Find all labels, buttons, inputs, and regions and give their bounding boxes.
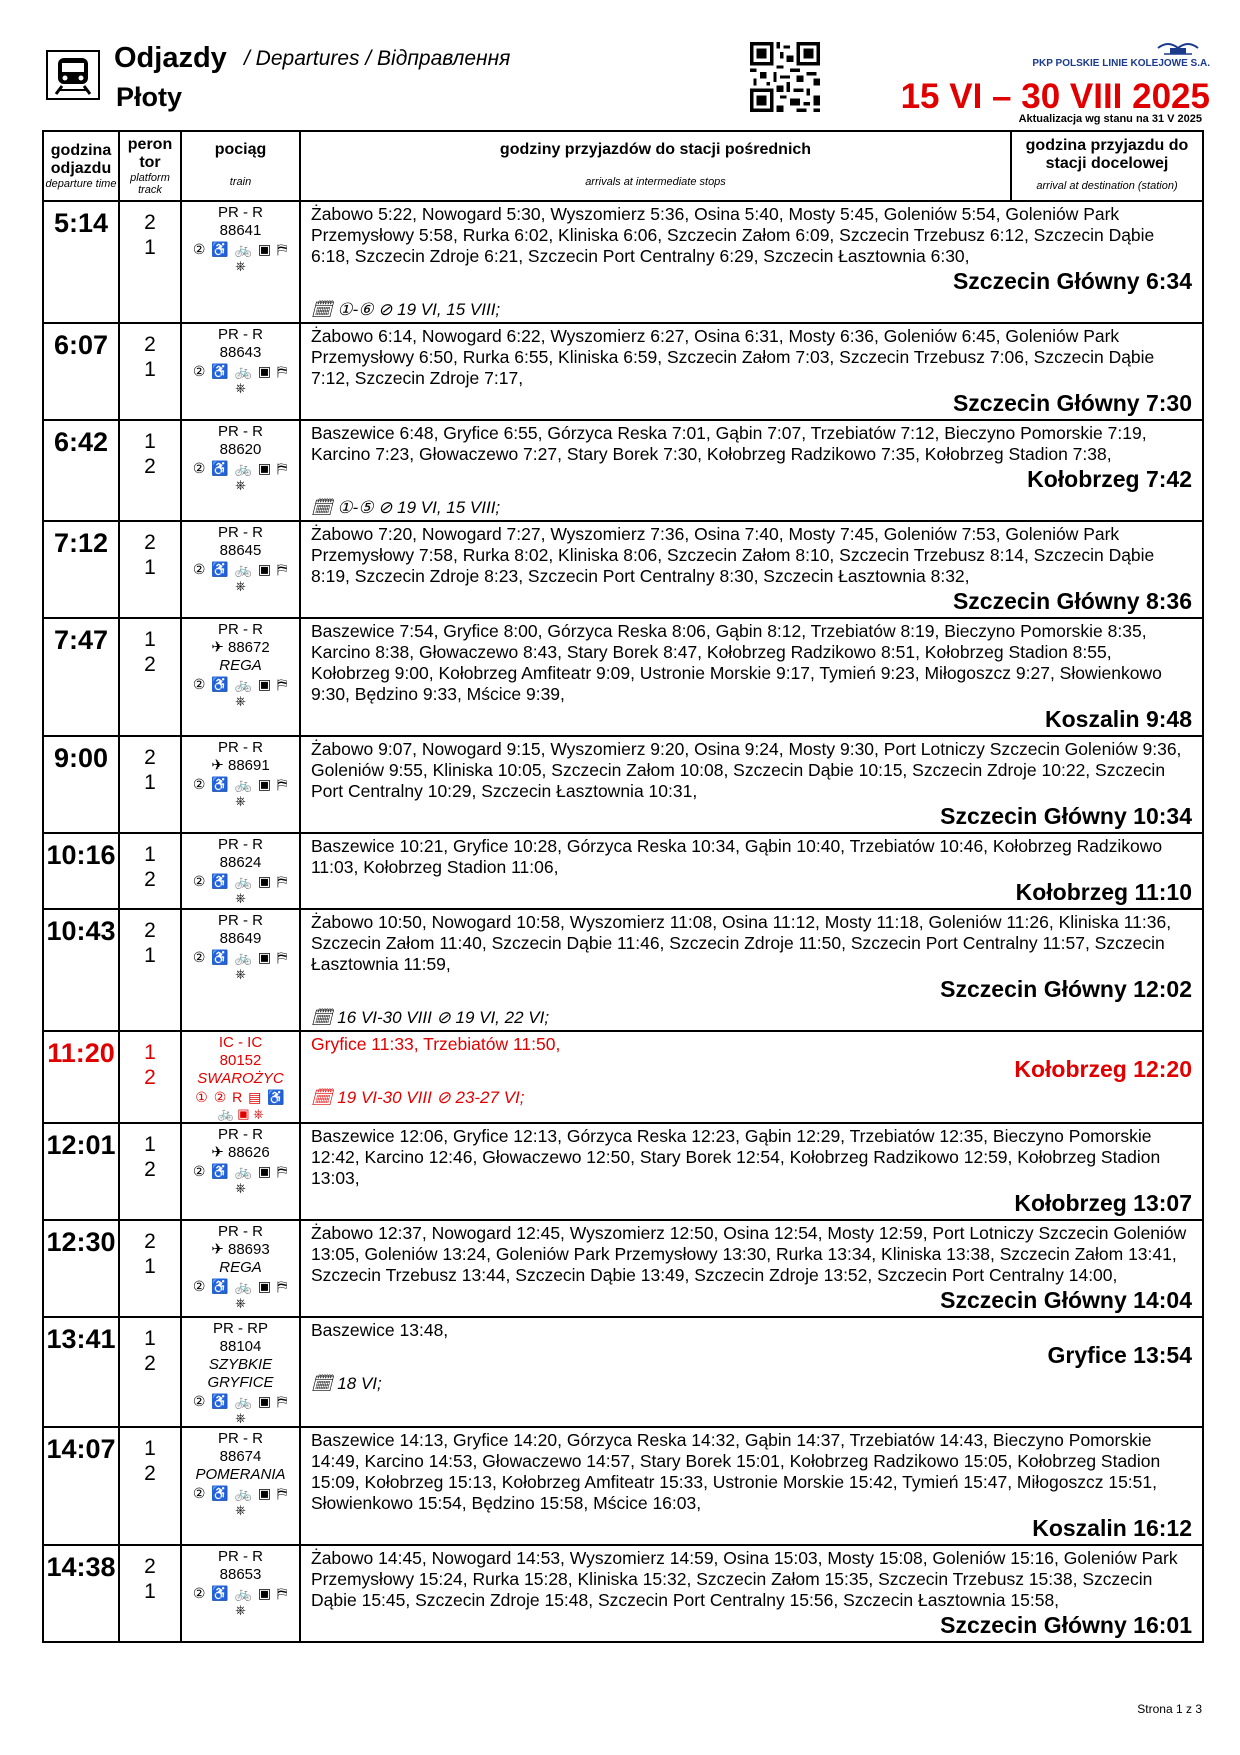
page-subtitle: / Departures / Відправлення <box>244 47 511 70</box>
platform-cell <box>119 323 181 420</box>
validity-period: 15 VI – 30 VIII 2025 <box>900 77 1210 116</box>
destination-arrival: Szczecin Główny 16:01 <box>940 1612 1192 1638</box>
destination-arrival: Kołobrzeg 12:20 <box>1014 1056 1192 1082</box>
train-number: ✈ 88691 <box>211 757 270 774</box>
platform-cell <box>119 420 181 521</box>
departure-row <box>43 736 1203 833</box>
destination-arrival: Szczecin Główny 12:02 <box>940 976 1192 1002</box>
intermediate-stops: Żabowo 6:14, Nowogard 6:22, Wyszomierz 6:27, Osina 6:31, Mosty 6:36, Goleniów 6:45, Goleniów Park Przemysłowy 6:50, Rurka 6:55, Kliniska 6:59, Szczecin Załom 7:03, Szczecin Trzebusz 7:06, Szczecin Dąbie 7:12, Szczecin Zdroje 7:17, <box>311 326 1155 388</box>
intermediate-stops: Gryfice 11:33, Trzebiatów 11:50, <box>311 1034 561 1054</box>
train-amenity-icons: ② ♿ 🚲 ▣ ⛿ <box>192 776 289 792</box>
train-cell <box>181 1317 300 1427</box>
train-amenity-icons: ② ♿ 🚲 ▣ ⛿ <box>192 1485 289 1501</box>
train-number: 88674 <box>219 1448 262 1465</box>
destination-arrival: Koszalin 16:12 <box>1032 1515 1192 1541</box>
header-train <box>181 131 300 201</box>
train-extra-icon: ⎈ <box>235 1502 246 1517</box>
platform-number: 2 <box>144 919 156 942</box>
train-number: 88624 <box>219 854 262 871</box>
train-cell <box>181 909 300 1031</box>
platform-cell <box>119 201 181 323</box>
departure-row <box>43 1317 1203 1427</box>
departure-time: 14:38 <box>43 1545 119 1642</box>
intermediate-stops: Żabowo 12:37, Nowogard 12:45, Wyszomierz 12:50, Osina 12:54, Mosty 12:59, Port Lotniczy Szczecin Goleniów 13:05, Goleniów 13:24, Goleniów Park Przemysłowy 13:30, Rurka 13:34, Kliniska 13:38, Szczecin Załom 13:41, Szczecin Trzebusz 13:44, Szczecin Dąbie 13:49, Szczecin Zdroje 13:52, Szczecin Port Centralny 14:00, <box>311 1223 1187 1285</box>
train-category: PR - R <box>218 423 263 440</box>
platform-cell <box>119 1545 181 1642</box>
train-amenity-icons: ② ♿ 🚲 ▣ ⛿ <box>192 241 289 257</box>
page-number: Strona 1 z 3 <box>1137 1702 1202 1716</box>
header-time-label: godzina odjazdu <box>50 142 112 177</box>
platform-number: 1 <box>144 1437 156 1460</box>
header-time <box>43 131 119 201</box>
departure-row <box>43 420 1203 521</box>
train-extra-icon: ⎈ <box>235 890 246 905</box>
platform-cell <box>119 833 181 909</box>
destination-arrival: Szczecin Główny 6:34 <box>952 268 1192 294</box>
train-cell <box>181 1123 300 1220</box>
track-number: 1 <box>144 556 156 579</box>
train-cell <box>181 521 300 618</box>
platform-cell <box>119 1123 181 1220</box>
header-intermediate <box>300 131 1011 201</box>
intermediate-stops: Baszewice 10:21, Gryfice 10:28, Górzyca Reska 10:34, Gąbin 10:40, Trzebiatów 10:46, Kołobrzeg Radzikowo 11:03, Kołobrzeg Stadion 11:06, <box>311 836 1163 877</box>
departure-time: 11:20 <box>43 1031 119 1123</box>
train-name: SWAROŻYC <box>197 1070 284 1087</box>
train-name: SZYBKIE GRYFICE <box>207 1356 274 1391</box>
departure-time: 10:43 <box>43 909 119 1031</box>
qr-code-icon <box>750 42 820 112</box>
platform-number: 1 <box>144 843 156 866</box>
train-cell <box>181 323 300 420</box>
stops-cell <box>300 1031 1203 1123</box>
train-cell <box>181 420 300 521</box>
header-train-en: train <box>229 176 252 188</box>
header-intermediate-label: godziny przyjazdów do stacji pośrednich <box>499 141 812 158</box>
train-extra-icon: ⎈ <box>235 1180 246 1195</box>
train-amenity-icons: ② ♿ 🚲 ▣ ⛿ <box>192 676 289 692</box>
train-category: PR - RP <box>212 1320 268 1337</box>
train-number: 88645 <box>219 542 262 559</box>
departures-body <box>43 201 1203 1642</box>
train-extra-icon: ⎈ <box>235 1602 246 1617</box>
train-number: 80152 <box>219 1052 262 1069</box>
platform-cell <box>119 1220 181 1317</box>
stops-cell <box>300 1427 1203 1545</box>
departure-row <box>43 1031 1203 1123</box>
train-number: 88620 <box>219 441 262 458</box>
train-category: PR - R <box>218 621 263 638</box>
departure-time: 12:30 <box>43 1220 119 1317</box>
stops-cell <box>300 618 1203 736</box>
platform-number: 2 <box>144 1230 156 1253</box>
header-platform-label: peron tor <box>127 136 173 171</box>
destination-arrival: Koszalin 9:48 <box>1045 706 1192 732</box>
train-number: 88643 <box>219 344 262 361</box>
track-number: 2 <box>144 1462 156 1485</box>
track-number: 1 <box>144 358 156 381</box>
calendar-notes: 🗓 ①-⑥ ⊘ 19 VI, 15 VIII; <box>311 300 501 319</box>
train-name: POMERANIA <box>195 1466 286 1483</box>
train-amenity-icons: ② ♿ 🚲 ▣ ⛿ <box>192 1393 289 1409</box>
track-number: 2 <box>144 1158 156 1181</box>
intermediate-stops: Baszewice 12:06, Gryfice 12:13, Górzyca Reska 12:23, Gąbin 12:29, Trzebiatów 12:35, Bieczyno Pomorskie 12:42, Karcino 12:46, Głowaczewo 12:50, Stary Borek 12:54, Kołobrzeg Radzikowo 12:59, Kołobrzeg Stadion 13:03, <box>311 1126 1161 1188</box>
train-amenity-icons: ① ② R ▤ ♿ <box>195 1089 286 1105</box>
departure-time: 10:16 <box>43 833 119 909</box>
stops-cell <box>300 323 1203 420</box>
platform-cell <box>119 521 181 618</box>
intermediate-stops: Baszewice 14:13, Gryfice 14:20, Górzyca Reska 14:32, Gąbin 14:37, Trzebiatów 14:43, Bieczyno Pomorskie 14:49, Karcino 14:53, Głowaczewo 14:57, Stary Borek 15:01, Kołobrzeg Radzikowo 15:05, Kołobrzeg Stadion 15:09, Kołobrzeg 15:13, Kołobrzeg Amfiteatr 15:33, Ustronie Morskie 15:42, Tymień 15:47, Miłogoszcz 15:51, Słowienkowo 15:54, Będzino 15:58, Mścice 16:03, <box>311 1430 1161 1513</box>
platform-cell <box>119 618 181 736</box>
intermediate-stops: Żabowo 9:07, Nowogard 9:15, Wyszomierz 9:20, Osina 9:24, Mosty 9:30, Port Lotniczy Szczecin Goleniów 9:36, Goleniów 9:55, Kliniska 10:05, Szczecin Załom 10:08, Szczecin Dąbie 10:15, Szczecin Zdroje 10:22, Szczecin Port Centralny 10:29, Szczecin Łasztownia 10:31, <box>311 739 1182 801</box>
track-number: 2 <box>144 1352 156 1375</box>
header-platform-en: platform track <box>130 172 170 196</box>
stops-cell <box>300 420 1203 521</box>
train-number: 88653 <box>219 1566 262 1583</box>
platform-number: 1 <box>144 1133 156 1156</box>
platform-number: 2 <box>144 746 156 769</box>
destination-arrival: Gryfice 13:54 <box>1047 1342 1192 1368</box>
train-extra-icon: ⎈ <box>235 1410 246 1425</box>
track-number: 1 <box>144 236 156 259</box>
train-category: PR - R <box>218 912 263 929</box>
train-cell <box>181 618 300 736</box>
intermediate-stops: Baszewice 6:48, Gryfice 6:55, Górzyca Reska 7:01, Gąbin 7:07, Trzebiatów 7:12, Bieczyno Pomorskie 7:19, Karcino 7:23, Głowaczewo 7:27, Stary Borek 7:30, Kołobrzeg Radzikowo 7:35, Kołobrzeg Stadion 7:38, <box>311 423 1147 464</box>
platform-number: 2 <box>144 1555 156 1578</box>
train-extra-icon: ⎈ <box>235 578 246 593</box>
platform-cell <box>119 1427 181 1545</box>
departure-row <box>43 201 1203 323</box>
intermediate-stops: Żabowo 7:20, Nowogard 7:27, Wyszomierz 7:36, Osina 7:40, Mosty 7:45, Goleniów 7:53, Goleniów Park Przemysłowy 7:58, Rurka 8:02, Kliniska 8:06, Szczecin Załom 8:10, Szczecin Trzebusz 8:14, Szczecin Dąbie 8:19, Szczecin Zdroje 8:23, Szczecin Port Centralny 8:30, Szczecin Łasztownia 8:32, <box>311 524 1155 586</box>
header-destination <box>1011 131 1203 201</box>
train-extra-icon: ⎈ <box>235 1295 246 1310</box>
header-train-label: pociąg <box>214 141 267 158</box>
train-category: PR - R <box>218 1548 263 1565</box>
train-amenity-icons: ② ♿ 🚲 ▣ ⛿ <box>192 873 289 889</box>
intermediate-stops: Baszewice 7:54, Gryfice 8:00, Górzyca Reska 8:06, Gąbin 8:12, Trzebiatów 8:19, Bieczyno Pomorskie 8:35, Karcino 8:38, Głowaczewo 8:43, Stary Borek 8:47, Kołobrzeg Radzikowo 8:51, Kołobrzeg Stadion 8:55, Kołobrzeg 9:00, Kołobrzeg Amfiteatr 9:09, Ustronie Morskie 9:17, Tymień 9:23, Miłogoszcz 9:27, Słowienkowo 9:30, Będzino 9:33, Mścice 9:39, <box>311 621 1162 704</box>
stops-cell <box>300 201 1203 323</box>
platform-cell <box>119 736 181 833</box>
train-cell <box>181 1545 300 1642</box>
track-number: 2 <box>144 1066 156 1089</box>
train-amenity-icons: ② ♿ 🚲 ▣ ⛿ <box>192 1278 289 1294</box>
train-category: IC - IC <box>218 1034 263 1051</box>
platform-number: 1 <box>144 628 156 651</box>
destination-arrival: Szczecin Główny 14:04 <box>940 1287 1192 1313</box>
destination-arrival: Szczecin Główny 10:34 <box>940 803 1192 829</box>
departure-time: 9:00 <box>43 736 119 833</box>
train-name: REGA <box>219 657 262 674</box>
train-name: REGA <box>219 1259 262 1276</box>
stops-cell <box>300 736 1203 833</box>
train-amenity-icons: ② ♿ 🚲 ▣ ⛿ <box>192 1163 289 1179</box>
departure-row <box>43 1123 1203 1220</box>
train-category: PR - R <box>218 836 263 853</box>
stops-cell <box>300 1545 1203 1642</box>
departure-row <box>43 1220 1203 1317</box>
departure-time: 12:01 <box>43 1123 119 1220</box>
train-amenity-icons: ② ♿ 🚲 ▣ ⛿ <box>192 363 289 379</box>
train-number: ✈ 88626 <box>211 1144 270 1161</box>
train-amenity-icons: ② ♿ 🚲 ▣ ⛿ <box>192 460 289 476</box>
train-number: 88649 <box>219 930 262 947</box>
table-header-row <box>43 131 1203 201</box>
header-destination-en: arrival at destination (station) <box>1036 180 1178 192</box>
intermediate-stops: Żabowo 10:50, Nowogard 10:58, Wyszomierz 11:08, Osina 11:12, Mosty 11:18, Goleniów 11:26, Kliniska 11:36, Szczecin Załom 11:40, Szczecin Dąbie 11:46, Szczecin Zdroje 11:50, Szczecin Port Centralny 11:57, Szczecin Łasztownia 11:59, <box>311 912 1172 974</box>
departure-row <box>43 323 1203 420</box>
train-category: PR - R <box>218 1126 263 1143</box>
intermediate-stops: Żabowo 5:22, Nowogard 5:30, Wyszomierz 5:36, Osina 5:40, Mosty 5:45, Goleniów 5:54, Goleniów Park Przemysłowy 5:58, Rurka 6:02, Kliniska 6:06, Szczecin Załom 6:09, Szczecin Trzebusz 6:12, Szczecin Dąbie 6:18, Szczecin Zdroje 6:21, Szczecin Port Centralny 6:29, Szczecin Łasztownia 6:30, <box>311 204 1155 266</box>
train-category: PR - R <box>218 1430 263 1447</box>
train-extra-icon: ⎈ <box>235 258 246 273</box>
train-extra-icon: ⎈ <box>235 693 246 708</box>
track-number: 2 <box>144 455 156 478</box>
train-extra-icon: 🚲 ▣ ⎈ <box>217 1106 264 1121</box>
header-intermediate-en: arrivals at intermediate stops <box>585 176 726 188</box>
train-extra-icon: ⎈ <box>235 966 246 981</box>
departure-row <box>43 618 1203 736</box>
calendar-notes: 🗓 19 VI-30 VIII ⊘ 23-27 VI; <box>311 1088 525 1107</box>
platform-cell <box>119 909 181 1031</box>
train-number: 88641 <box>219 222 262 239</box>
train-extra-icon: ⎈ <box>235 477 246 492</box>
stops-cell <box>300 1123 1203 1220</box>
track-number: 1 <box>144 771 156 794</box>
track-number: 2 <box>144 653 156 676</box>
platform-number: 2 <box>144 531 156 554</box>
train-station-icon <box>46 50 100 100</box>
logo-text: PKP POLSKIE LINIE KOLEJOWE S.A. <box>1032 58 1210 69</box>
destination-arrival: Szczecin Główny 7:30 <box>952 390 1192 416</box>
train-category: PR - R <box>218 326 263 343</box>
platform-number: 1 <box>144 1041 156 1064</box>
departure-time: 14:07 <box>43 1427 119 1545</box>
intermediate-stops: Baszewice 13:48, <box>311 1320 449 1340</box>
platform-number: 2 <box>144 211 156 234</box>
departure-row <box>43 1427 1203 1545</box>
train-cell <box>181 736 300 833</box>
platform-number: 2 <box>144 333 156 356</box>
platform-cell <box>119 1317 181 1427</box>
destination-arrival: Kołobrzeg 13:07 <box>1014 1190 1192 1216</box>
departure-time: 13:41 <box>43 1317 119 1427</box>
train-number: ✈ 88672 <box>211 639 270 656</box>
destination-arrival: Kołobrzeg 11:10 <box>1015 879 1192 905</box>
departure-time: 7:47 <box>43 618 119 736</box>
departure-time: 6:42 <box>43 420 119 521</box>
train-amenity-icons: ② ♿ 🚲 ▣ ⛿ <box>192 561 289 577</box>
departure-row <box>43 833 1203 909</box>
train-extra-icon: ⎈ <box>235 380 246 395</box>
train-category: PR - R <box>218 524 263 541</box>
track-number: 1 <box>144 944 156 967</box>
train-extra-icon: ⎈ <box>235 793 246 808</box>
stops-cell <box>300 1317 1203 1427</box>
track-number: 1 <box>144 1580 156 1603</box>
train-cell <box>181 1220 300 1317</box>
header-destination-label: godzina przyjazdu do stacji docelowej <box>1025 137 1189 172</box>
stops-cell <box>300 833 1203 909</box>
train-category: PR - R <box>218 204 263 221</box>
destination-arrival: Szczecin Główny 8:36 <box>952 588 1192 614</box>
train-number: 88104 <box>219 1338 262 1355</box>
train-amenity-icons: ② ♿ 🚲 ▣ ⛿ <box>192 1585 289 1601</box>
intermediate-stops: Żabowo 14:45, Nowogard 14:53, Wyszomierz 14:59, Osina 15:03, Mosty 15:08, Goleniów 15:16, Goleniów Park Przemysłowy 15:24, Rurka 15:28, Kliniska 15:32, Szczecin Załom 15:35, Szczecin Trzebusz 15:38, Szczecin Dąbie 15:45, Szczecin Zdroje 15:48, Szczecin Port Centralny 15:56, Szczecin Łasztownia 15:58, <box>311 1548 1178 1610</box>
page-title: Odjazdy <box>114 42 227 74</box>
station-name: Płoty <box>116 82 183 112</box>
platform-cell <box>119 1031 181 1123</box>
departure-row <box>43 521 1203 618</box>
calendar-notes: 🗓 ①-⑤ ⊘ 19 VI, 15 VIII; <box>311 498 501 517</box>
calendar-notes: 🗓 16 VI-30 VIII ⊘ 19 VI, 22 VI; <box>311 1008 550 1027</box>
departure-time: 5:14 <box>43 201 119 323</box>
header-platform <box>119 131 181 201</box>
train-cell <box>181 833 300 909</box>
destination-arrival: Kołobrzeg 7:42 <box>1027 466 1192 492</box>
departure-row <box>43 1545 1203 1642</box>
stops-cell <box>300 1220 1203 1317</box>
stops-cell <box>300 521 1203 618</box>
track-number: 2 <box>144 868 156 891</box>
header-time-en: departure time <box>45 178 117 190</box>
update-note: Aktualizacja wg stanu na 31 V 2025 <box>1018 113 1202 125</box>
track-number: 1 <box>144 1255 156 1278</box>
stops-cell <box>300 909 1203 1031</box>
train-cell <box>181 201 300 323</box>
train-cell <box>181 1427 300 1545</box>
page-header <box>0 0 1240 128</box>
departure-time: 7:12 <box>43 521 119 618</box>
platform-number: 1 <box>144 1327 156 1350</box>
train-number: ✈ 88693 <box>211 1241 270 1258</box>
departure-time: 6:07 <box>43 323 119 420</box>
train-category: PR - R <box>218 739 263 756</box>
train-cell <box>181 1031 300 1123</box>
departure-row <box>43 909 1203 1031</box>
departures-table <box>42 130 1204 1643</box>
platform-number: 1 <box>144 430 156 453</box>
train-category: PR - R <box>218 1223 263 1240</box>
calendar-notes: 🗓 18 VI; <box>311 1374 382 1393</box>
train-amenity-icons: ② ♿ 🚲 ▣ ⛿ <box>192 949 289 965</box>
